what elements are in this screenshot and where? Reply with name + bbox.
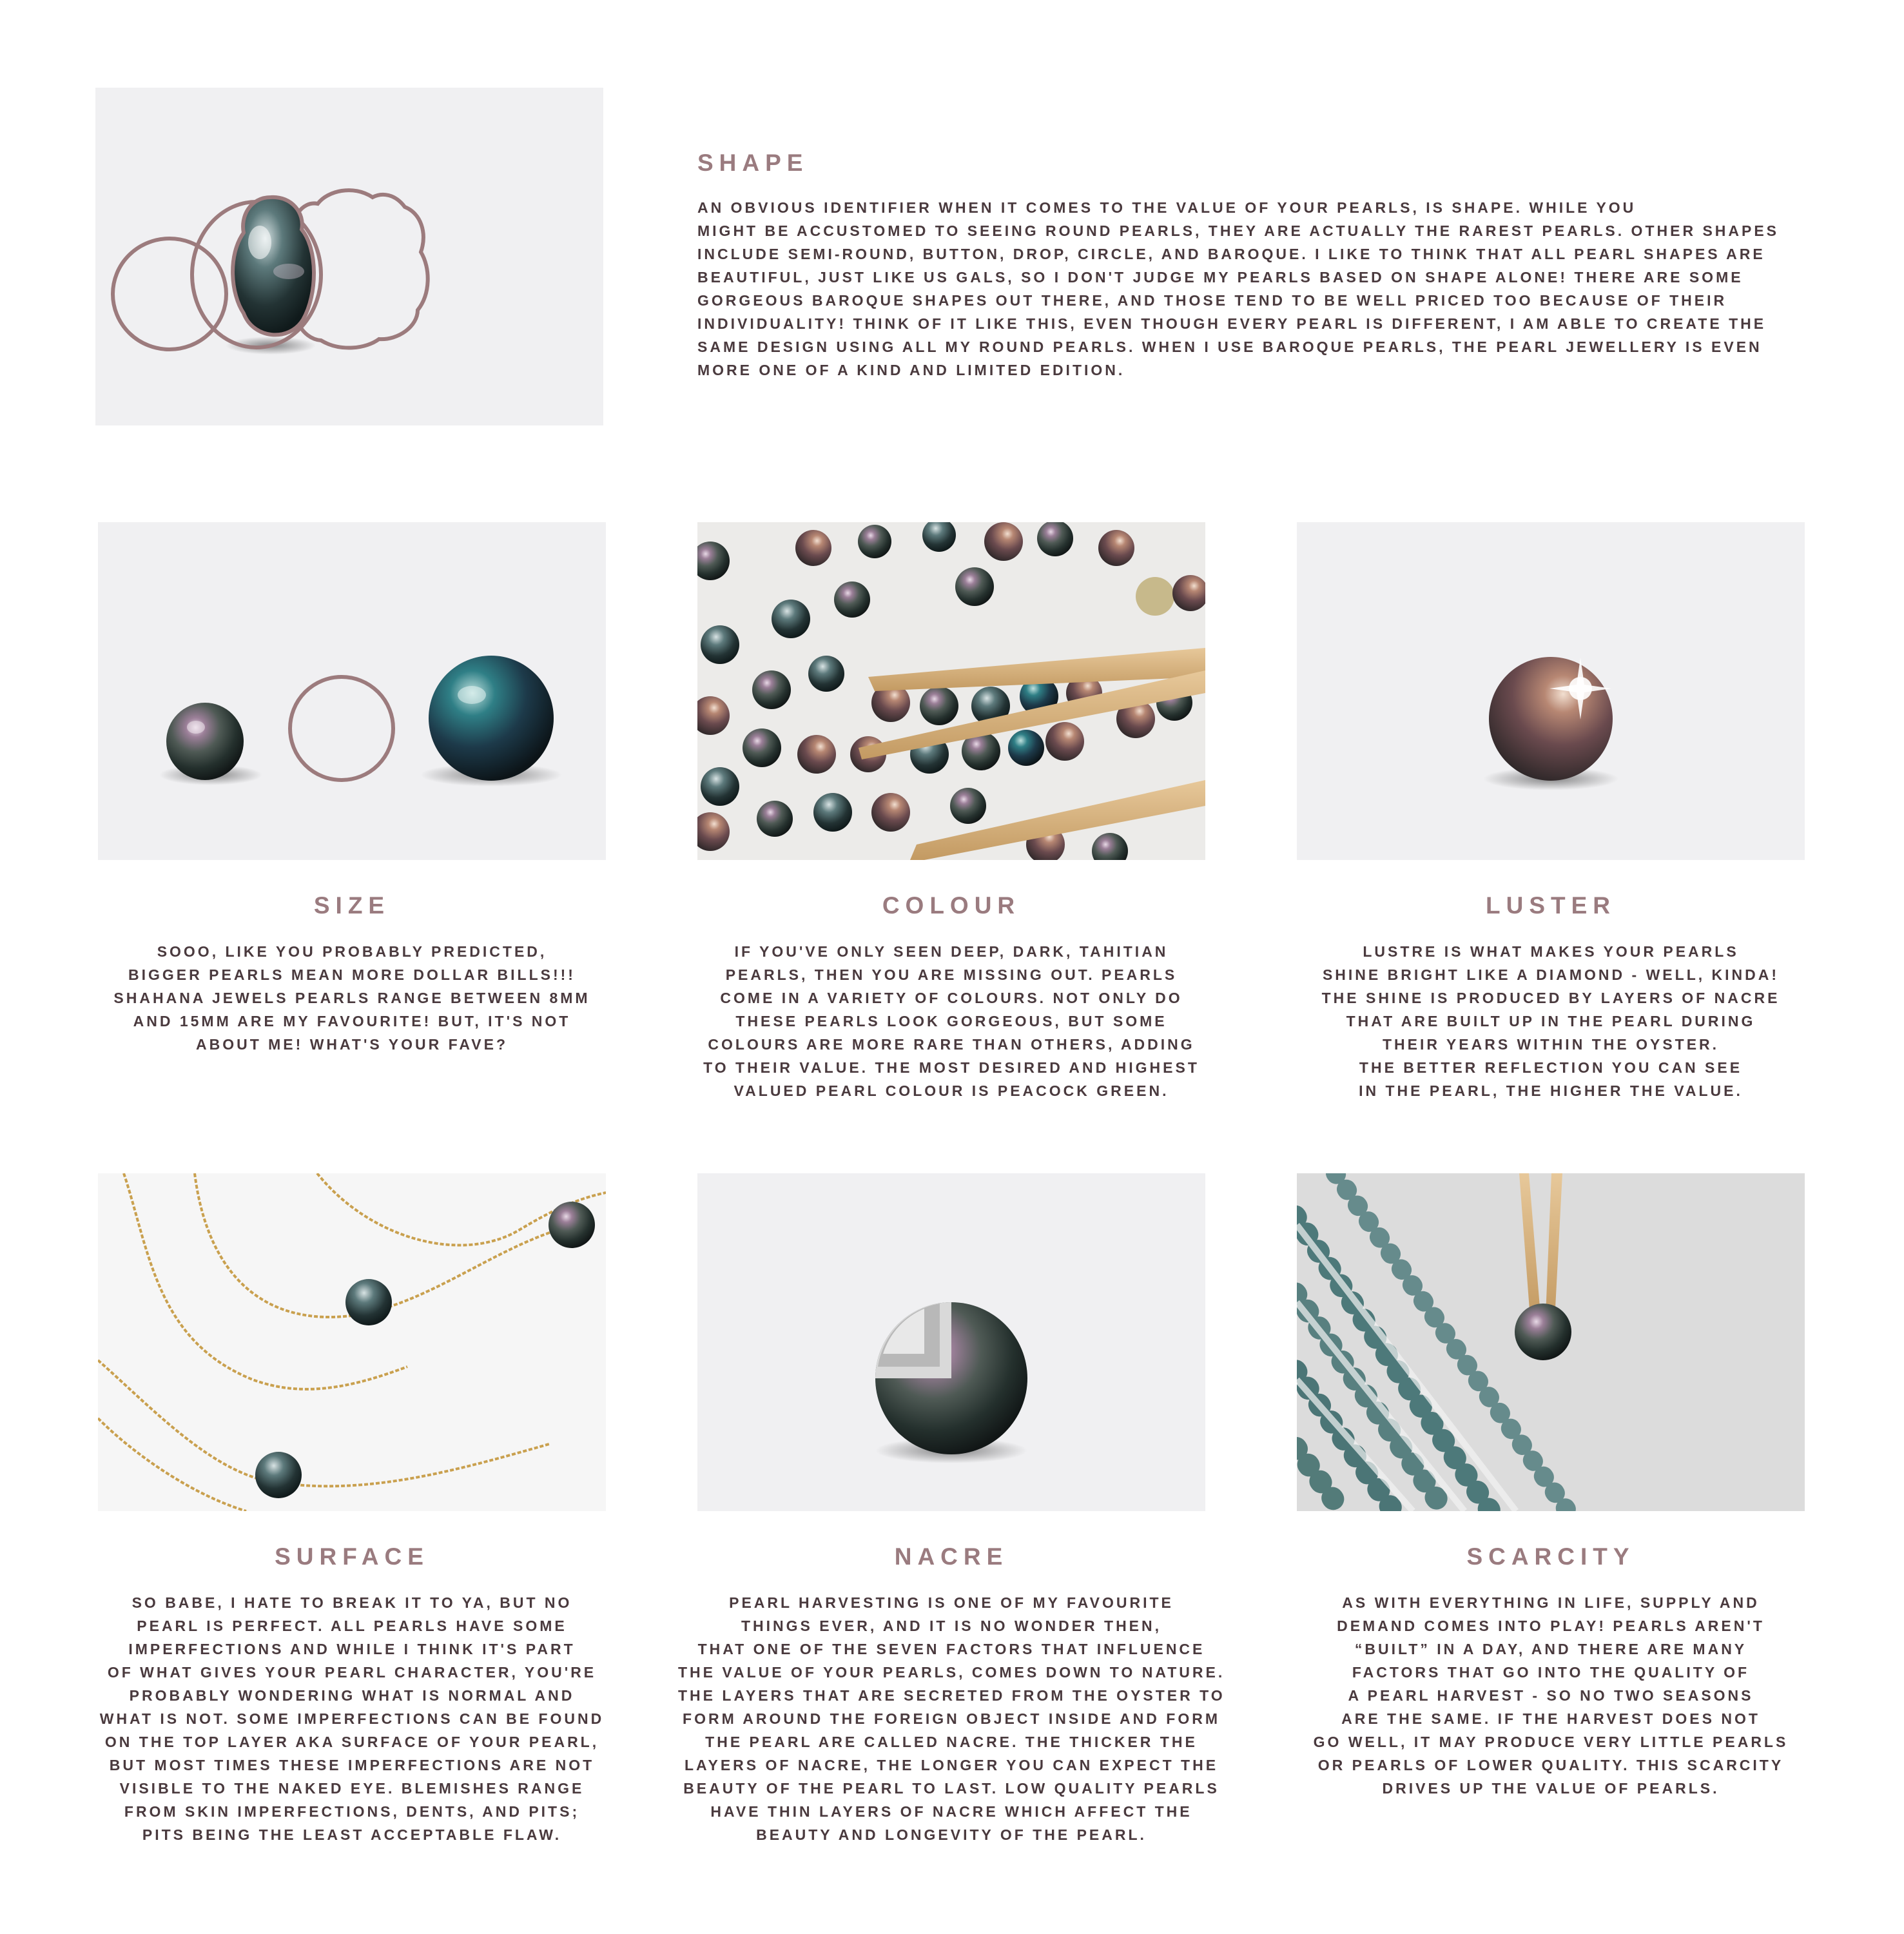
shape-title: SHAPE [697,150,809,176]
scarcity-description: AS WITH EVERYTHING IN LIFE, SUPPLY AND DEMAND COMES INTO PLAY! PEARLS AREN'T “BUILT” IN A DAY, AND THERE ARE MANY FACTORS THAT GO INTO THE QUALITY OF A PEARL HARVEST - SO NO TWO SEASONS ARE THE SAME. IF THE HARVEST DOES NOT GO WELL, IT MAY PRODUCE VERY LITTLE PEARLS OR PEARLS OF LOWER QUALITY. THIS SCARCITY DRIVES UP THE VALUE OF PEARLS. [1313,1594,1789,1797]
surface-image [98,1173,606,1511]
scarcity-image [1297,1173,1805,1511]
surface-title: SURFACE [275,1543,429,1570]
size-image [98,522,606,860]
colour-image [697,522,1205,860]
shape-image [95,88,603,425]
size-description: SOOO, LIKE YOU PROBABLY PREDICTED, BIGGER PEARLS MEAN MORE DOLLAR BILLS!!! SHAHANA JEWELS PEARLS RANGE BETWEEN 8MM AND 15MM ARE MY FAVOURITE! BUT, IT'S NOT ABOUT ME! WHAT'S YOUR FAVE? [113,943,590,1053]
shape-description: AN OBVIOUS IDENTIFIER WHEN IT COMES TO THE VALUE OF YOUR PEARLS, IS SHAPE. WHILE YOU MIGHT BE ACCUSTOMED TO SEEING ROUND PEARLS, THEY ARE ACTUALLY THE RAREST PEARLS. OTHER SHAPES INCLUDE SEMI-ROUND, BUTTON, DROP, CIRCLE, AND BAROQUE. I LIKE TO THINK THAT ALL PEARL SHAPES ARE BEAUTIFUL, JUST LIKE US GALS, SO I DON'T JUDGE MY PEARLS BASED ON SHAPE ALONE! THERE ARE SOME GORGEOUS BAROQUE SHAPES OUT THERE, AND THOSE TEND TO BE WELL PRICED TOO BECAUSE OF THEIR INDIVIDUALITY! THINK OF IT LIKE THIS, EVEN THOUGH EVERY PEARL IS DIFFERENT, I AM ABLE TO CREATE THE SAME DESIGN USING ALL MY ROUND PEARLS. WHEN I USE BAROQUE PEARLS, THE PEARL JEWELLERY IS EVEN MORE ONE OF A KIND AND LIMITED EDITION. [697,199,1780,378]
colour-title: COLOUR [882,892,1021,919]
nacre-title: NACRE [894,1543,1009,1570]
luster-image [1297,522,1805,860]
nacre-image [697,1173,1205,1511]
scarcity-title: SCARCITY [1466,1543,1635,1570]
size-title: SIZE [313,892,391,919]
nacre-description: PEARL HARVESTING IS ONE OF MY FAVOURITE THINGS EVER, AND IT IS NO WONDER THEN, THAT ONE OF THE SEVEN FACTORS THAT INFLUENCE THE VALUE OF YOUR PEARLS, COMES DOWN TO NATURE. THE LAYERS THAT ARE SECRETED FROM THE OYSTER TO FORM AROUND THE FOREIGN OBJECT INSIDE AND FORM THE PEARL ARE CALLED NACRE. THE THICKER THE LAYERS OF NACRE, THE LONGER YOU CAN EXPECT THE BEAUTY OF THE PEARL TO LAST. LOW QUALITY PEARLS HAVE THIN LAYERS OF NACRE WHICH AFFECT THE BEAUTY AND LONGEVITY OF THE PEARL. [678,1594,1225,1843]
surface-description: SO BABE, I HATE TO BREAK IT TO YA, BUT NO PEARL IS PERFECT. ALL PEARLS HAVE SOME IMPERFECTIONS AND WHILE I THINK IT'S PART OF WHAT GIVES YOUR PEARL CHARACTER, YOU'RE PROBABLY WONDERING WHAT IS NORMAL AND WHAT IS NOT. SOME IMPERFECTIONS CAN BE FOUND ON THE TOP LAYER AKA SURFACE OF YOUR PEARL, BUT MOST TIMES THESE IMPERFECTIONS ARE NOT VISIBLE TO THE NAKED EYE. BLEMISHES RANGE FROM SKIN IMPERFECTIONS, DENTS, AND PITS; PITS BEING THE LEAST ACCEPTABLE FLAW. [99,1594,605,1843]
luster-description: LUSTRE IS WHAT MAKES YOUR PEARLS SHINE BRIGHT LIKE A DIAMOND - WELL, KINDA! THE SHINE IS PRODUCED BY LAYERS OF NACRE THAT ARE BUILT UP IN THE PEARL DURING THEIR YEARS WITHIN THE OYSTER. THE BETTER REFLECTION YOU CAN SEE IN THE PEARL, THE HIGHER THE VALUE. [1321,943,1780,1099]
luster-title: LUSTER [1486,892,1616,919]
colour-description: IF YOU'VE ONLY SEEN DEEP, DARK, TAHITIAN PEARLS, THEN YOU ARE MISSING OUT. PEARLS COME IN A VARIETY OF COLOURS. NOT ONLY DO THESE PEARLS LOOK GORGEOUS, BUT SOME COLOURS ARE MORE RARE THAN OTHERS, ADDING TO THEIR VALUE. THE MOST DESIRED AND HIGHEST VALUED PEARL COLOUR IS PEACOCK GREEN. [703,943,1200,1099]
